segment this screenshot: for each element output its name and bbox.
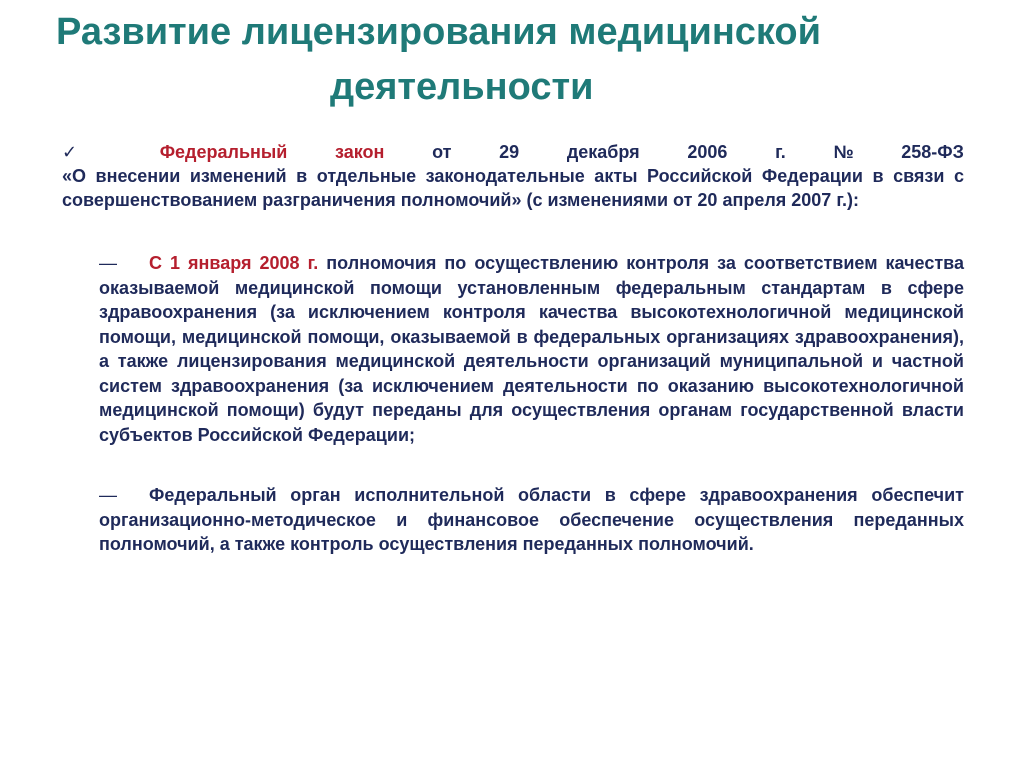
law-word-month: декабря (566, 142, 640, 162)
law-word-number-sign: № (833, 142, 854, 162)
law-title-text: «О внесении изменений в отдельные законодательные акты Российской Федерации в связи с совершенствованием разграничения полномочий» (с изменениями от 20 апреля 2007 г.): (62, 166, 964, 210)
title-line-2: деятельности (330, 66, 594, 108)
law-reference (62, 140, 964, 212)
law-word-federal: Федеральный (159, 142, 288, 162)
date-highlight: С 1 января 2008 г. (149, 253, 319, 273)
law-word-g: г. (775, 142, 786, 162)
law-word-number: 258-ФЗ (901, 142, 964, 162)
list-item-text: Федеральный орган исполнительной области в сфере здравоохранения обеспечит организационно-методическое и финансовое обеспечение осуществления переданных полномочий, а также контроль осуществления переданных полномочий. (99, 485, 964, 554)
law-word-year: 2006 (687, 142, 728, 162)
law-first-line (62, 140, 964, 164)
dash-bullet-icon: — (99, 485, 117, 505)
list-item (99, 483, 964, 557)
list-item (99, 251, 964, 447)
checkmark-icon: ✓ (62, 142, 78, 162)
title-line-1: Развитие лицензирования медицинской (56, 11, 821, 53)
law-word-ot: от (432, 142, 452, 162)
dash-bullet-icon: — (99, 253, 117, 273)
law-word-day: 29 (499, 142, 520, 162)
list-item-text: полномочия по осуществлению контроля за соответствием качества оказываемой медицинской помощи установленным федеральным стандартам в сфере здравоохранения (за исключением контроля качества высокотехнологичной медицинской помощи, медицинской помощи, оказываемой в федеральных организациях здравоохранения), а также лицензирования медицинской деятельности организаций муниципальной и частной систем здравоохранения (за исключением деятельности по оказанию высокотехнологичной медицинской помощи) будут переданы для осуществления органам государственной власти субъектов Российской Федерации; (99, 253, 964, 445)
law-word-zakon: закон (335, 142, 385, 162)
